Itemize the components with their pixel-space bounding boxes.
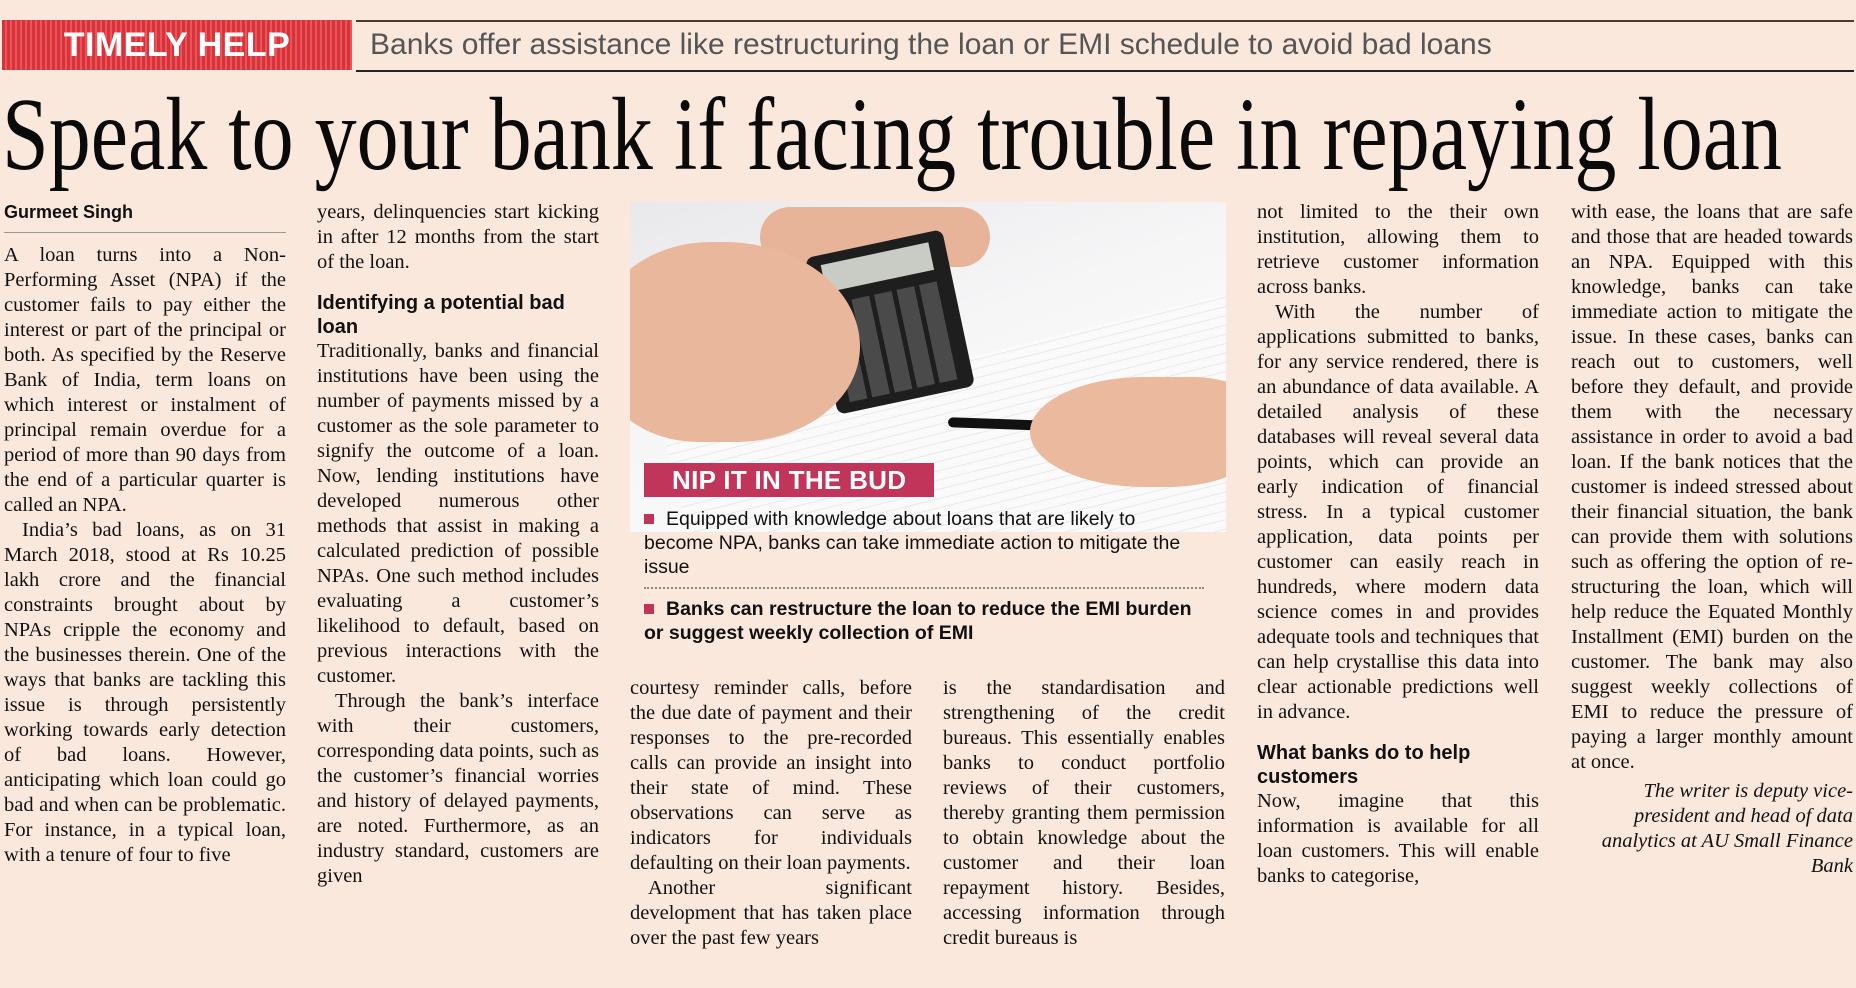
column-6 <box>1571 200 1853 879</box>
paragraph: Another significant development that has taken place over the past few years <box>630 877 912 949</box>
headline: Speak to your bank if facing trouble in repaying loan <box>2 77 1782 192</box>
kicker-subhead: Banks offer assistance like restructuring the loan or EMI schedule to avoid bad loans <box>356 20 1854 72</box>
column-1 <box>4 200 286 868</box>
paragraph: Through the bank’s interface with their customers, corresponding data points, such as the customer’s financial worries and history of delayed payments, are noted. Furthermore, as an industry standard, customers are given <box>317 690 599 887</box>
box-bullets <box>644 507 1204 645</box>
paragraph: not limited to the their own institution, allowing them to retrieve customer information across banks. <box>1257 201 1539 298</box>
paragraph: is the standardisation and strengthening of the credit bureaus. This essentially enables banks to conduct portfolio reviews of their customers, thereby granting them permission to obtain knowledge about the customer and their loan repayment history. Besides, accessing information through credit bureaus is <box>943 677 1225 949</box>
byline: Gurmeet Singh <box>4 200 286 233</box>
column-3 <box>630 676 912 951</box>
kicker-tag: TIMELY HELP <box>2 20 352 70</box>
bullet-text: Banks can restructure the loan to reduce the EMI burden or suggest weekly collection of EMI <box>644 598 1192 644</box>
bullet-square-icon <box>644 604 654 614</box>
paragraph: courtesy reminder calls, before the due date of payment and their responses to the pre-recorded calls can provide an insight into their state of mind. These observations can serve as indicators for individuals defaulting on their loan payments. <box>630 677 912 874</box>
subheading: Identifying a potential bad loan <box>317 292 565 338</box>
kicker-band <box>0 20 1856 70</box>
box-title: NIP IT IN THE BUD <box>644 463 934 497</box>
paragraph: years, delinquencies start kicking in after 12 months from the start of the loan. <box>317 201 599 273</box>
column-4 <box>943 676 1225 951</box>
paragraph: Now, imagine that this information is available for all loan customers. This will enable banks to categorise, <box>1257 790 1539 887</box>
bullet-item <box>644 507 1204 579</box>
paragraph: A loan turns into a Non-Performing Asset (NPA) if the customer fails to pay either the interest or part of the principal or both. As specified by the Reserve Bank of India, term loans on which interest or instalment of principal remain overdue for a period of more than 90 days from the end of a particular quarter is called an NPA. <box>4 244 286 516</box>
column-2 <box>317 200 599 889</box>
subheading: What banks do to help customers <box>1257 742 1471 788</box>
paragraph: with ease, the loans that are safe and those that are headed towards an NPA. Equipped with this knowledge, banks can take immediate action to mitigate the issue. In these cases, banks can reach out to customers, well before they default, and provide them with the necessary assistance in order to avoid a bad loan. If the bank notices that the customer is indeed stressed about their financial situation, the bank can provide them with solutions such as offering the option of re-structuring the loan, which will help reduce the Equated Monthly Installment (EMI) burden on the customer. The bank may also suggest weekly collections of EMI to reduce the pressure of paying a larger monthly amount at once. <box>1571 201 1853 773</box>
bullet-text: Equipped with knowledge about loans that are likely to become NPA, banks can take immediate action to mitigate the issue <box>644 508 1181 578</box>
paragraph: India’s bad loans, as on 31 March 2018, stood at Rs 10.25 lakh crore and the financial constraints brought about by NPAs cripple the economy and the businesses therein. One of the ways that banks are tackling this issue is through persistently working towards early detection of bad loans. However, anticipating which loan could go bad and when can be problematic. For instance, in a typical loan, with a tenure of four to five <box>4 519 286 866</box>
author-bio: The writer is deputy vice-president and head of data analytics at AU Small Finance Bank <box>1601 780 1853 877</box>
bullet-item <box>644 587 1204 645</box>
paragraph: With the number of applications submitted to banks, for any service rendered, there is an abundance of data available. A detailed analysis of these databases will reveal several data points, which can provide an early indication of financial stress. In a typical customer application, data points per customer can easily reach in hundreds, where modern data science comes in and provides adequate tools and techniques that can help crystallise this data into clear actionable predictions well in advance. <box>1257 301 1539 723</box>
bullet-square-icon <box>644 514 654 524</box>
column-5 <box>1257 200 1539 889</box>
paragraph: Traditionally, banks and financial institutions have been using the number of payments missed by a customer as the sole parameter to signify the outcome of a loan. Now, lending institutions have developed numerous other methods that assist in making a calculated prediction of possible NPAs. One such method includes evaluating a customer’s likelihood to default, based on previous interactions with the customer. <box>317 340 599 687</box>
